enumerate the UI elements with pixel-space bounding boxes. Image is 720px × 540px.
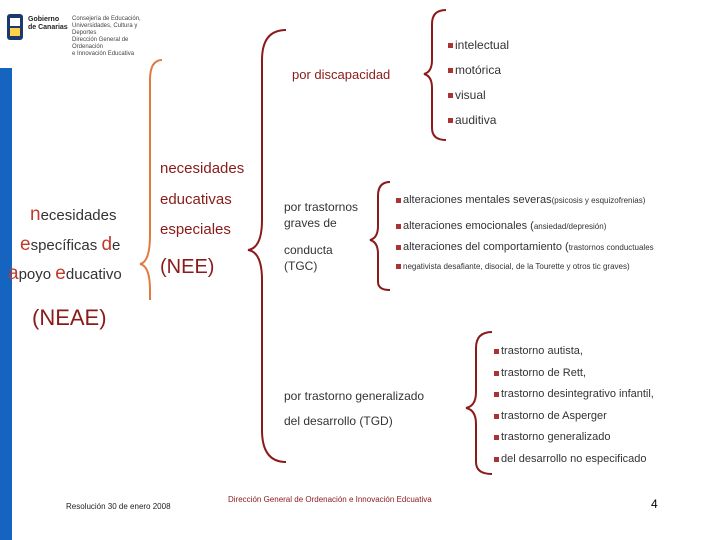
discapacidad-item: motórica: [448, 63, 501, 77]
tgd-brace: [466, 332, 492, 474]
tgd-item: trastorno generalizado: [494, 431, 610, 443]
nee-line-1: necesidades: [160, 160, 245, 177]
neae-line-1: necesidades: [30, 204, 117, 225]
tgc-item: alteraciones mentales severas(psicosis y esquizofrenias): [396, 194, 645, 206]
discapacidad-brace: [424, 10, 446, 140]
tgc-item: negativista desafiante, disocial, de la Tourette y otros tic graves): [396, 262, 630, 271]
tgc-label-4: (TGC): [284, 259, 318, 273]
neae-line-2: específicas de: [20, 234, 121, 255]
tgd-label-1: por trastorno generalizado: [284, 389, 425, 403]
main-brace: [248, 30, 286, 462]
discapacidad-label: por discapacidad: [292, 67, 391, 82]
tgd-item: trastorno autista,: [494, 345, 583, 357]
tgc-item: alteraciones del comportamiento (trastornos conductuales: [396, 241, 654, 253]
tgc-brace: [370, 182, 390, 290]
discapacidad-item: visual: [448, 88, 486, 102]
neae-abbreviation: (NEAE): [32, 305, 107, 330]
government-name: Gobierno de Canarias: [28, 16, 68, 31]
nee-abbreviation: (NEE): [160, 256, 215, 278]
tgc-label-2: graves de: [284, 216, 337, 230]
footer-organization: Dirección General de Ordenación e Innovación Edcuativa: [228, 495, 432, 504]
discapacidad-item: auditiva: [448, 113, 496, 127]
tgd-item: trastorno de Rett,: [494, 367, 586, 379]
tgc-item: alteraciones emocionales (ansiedad/depresión): [396, 220, 606, 232]
tgc-label-1: por trastornos: [284, 200, 359, 214]
page-number: 4: [651, 497, 658, 511]
neae-line-3: apoyo educativo: [8, 263, 122, 284]
neae-brace: [140, 60, 162, 300]
tgc-label-3: conducta: [284, 243, 333, 257]
tgd-item: trastorno desintegrativo infantil,: [494, 388, 654, 400]
tgd-item: del desarrollo no especificado: [494, 453, 647, 465]
footer-date: Resolución 30 de enero 2008: [66, 502, 171, 511]
ministry-name: Consejería de Educación, Universidades, Cultura y Deportes Dirección General de Ordenación e Innovación Educativa: [72, 16, 141, 57]
discapacidad-item: intelectual: [448, 38, 509, 52]
nee-line-3: especiales: [160, 221, 231, 238]
tgd-label-2: del desarrollo (TGD): [284, 414, 393, 428]
nee-line-2: educativas: [160, 191, 232, 208]
tgd-item: trastorno de Asperger: [494, 410, 607, 422]
